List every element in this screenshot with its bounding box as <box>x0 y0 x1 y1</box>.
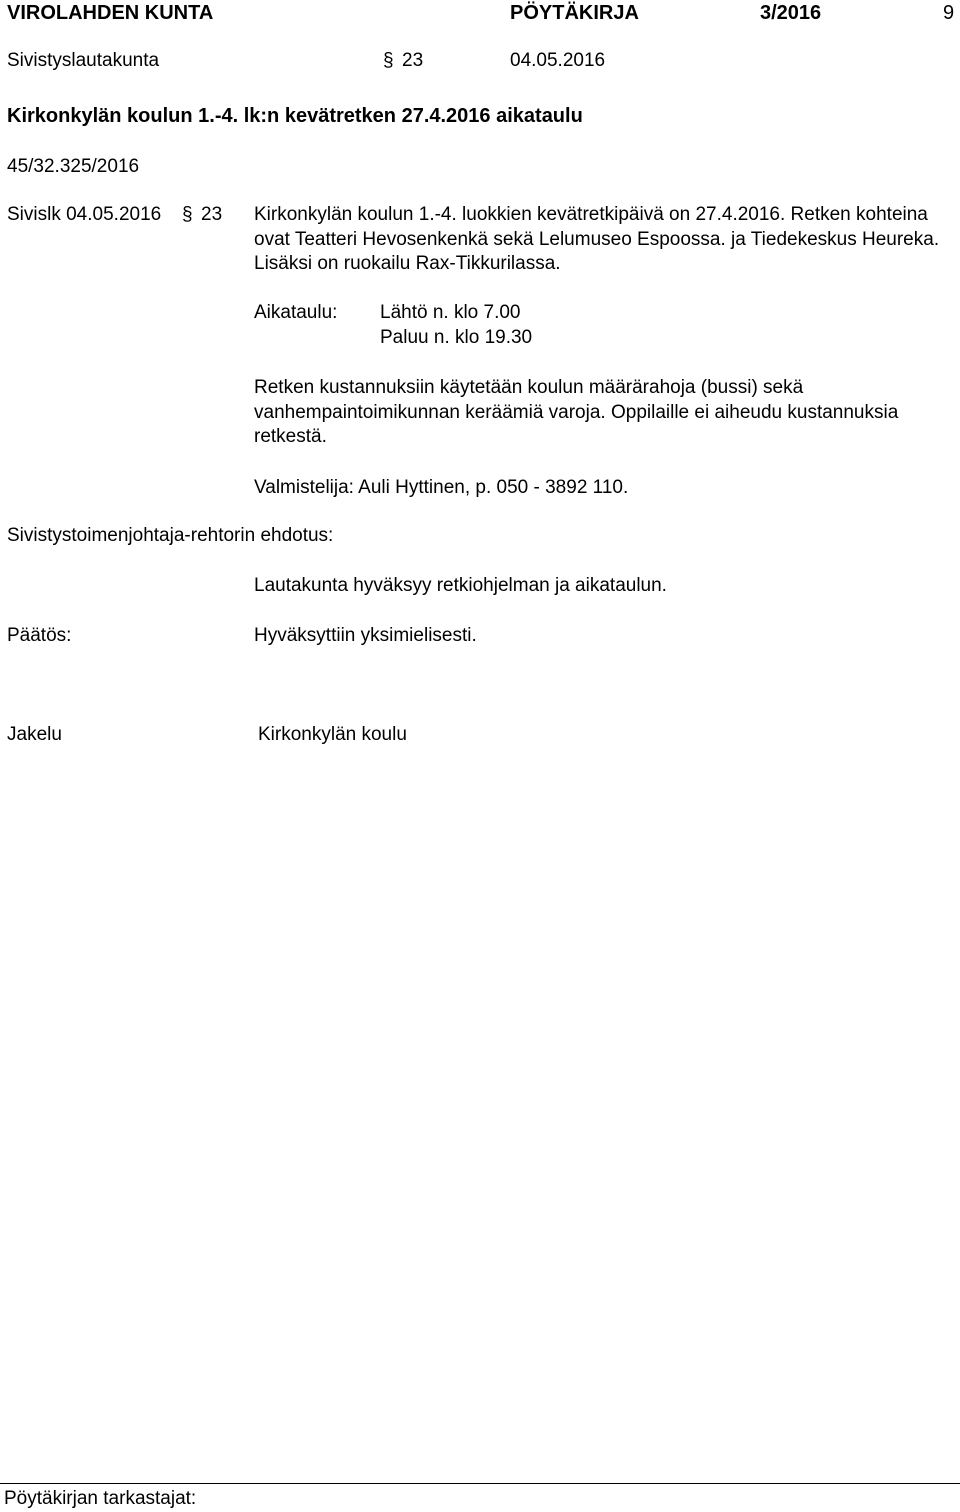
proposal-text: Lautakunta hyväksyy retkiohjelman ja aikataulun. <box>254 575 667 596</box>
prev-handling-label: Sivislk 04.05.2016 <box>7 204 162 225</box>
return-time: Paluu n. klo 19.30 <box>380 327 533 348</box>
prev-handling-section-symbol: § <box>182 204 193 225</box>
section-number: 23 <box>402 50 424 71</box>
preparer: Valmistelija: Auli Hyttinen, p. 050 - 3892 110. <box>254 477 629 498</box>
municipality-name: VIROLAHDEN KUNTA <box>7 2 214 24</box>
footer-divider <box>0 1483 960 1484</box>
distribution-text: Kirkonkylän koulu <box>258 724 407 745</box>
board-name: Sivistyslautakunta <box>7 50 160 71</box>
decision-text: Hyväksyttiin yksimielisesti. <box>254 625 477 646</box>
decision-label: Päätös: <box>7 625 72 646</box>
page-number: 9 <box>943 2 955 24</box>
meeting-date: 04.05.2016 <box>510 50 606 71</box>
section-symbol: § <box>383 50 394 71</box>
item-title: Kirkonkylän koulun 1.-4. lk:n kevätretken 27.4.2016 aikataulu <box>7 105 583 127</box>
item-description: Kirkonkylän koulun 1.-4. luokkien kevätretkipäivä on 27.4.2016. Retken kohteina ovat Teatteri Hevosenkenkä sekä Lelumuseo Espoossa. ja Tiedekeskus Heureka. Lisäksi on ruokailu Rax-Tikkurilassa. <box>254 204 940 274</box>
prev-handling-number: 23 <box>201 204 223 225</box>
costs-text: Retken kustannuksiin käytetään koulun määrärahoja (bussi) sekä vanhempaintoimikunnan keräämiä varoja. Oppilaille ei aiheudu kustannuksia retkestä. <box>254 377 899 447</box>
verifiers-label: Pöytäkirjan tarkastajat: <box>4 1488 197 1509</box>
document-type: PÖYTÄKIRJA <box>510 2 639 24</box>
distribution-label: Jakelu <box>7 724 62 745</box>
item-reference: 45/32.325/2016 <box>7 156 140 177</box>
proposal-label: Sivistystoimenjohtaja-rehtorin ehdotus: <box>7 525 334 546</box>
departure-time: Lähtö n. klo 7.00 <box>380 302 521 323</box>
document-number: 3/2016 <box>760 2 822 24</box>
schedule-label: Aikataulu: <box>254 302 338 323</box>
